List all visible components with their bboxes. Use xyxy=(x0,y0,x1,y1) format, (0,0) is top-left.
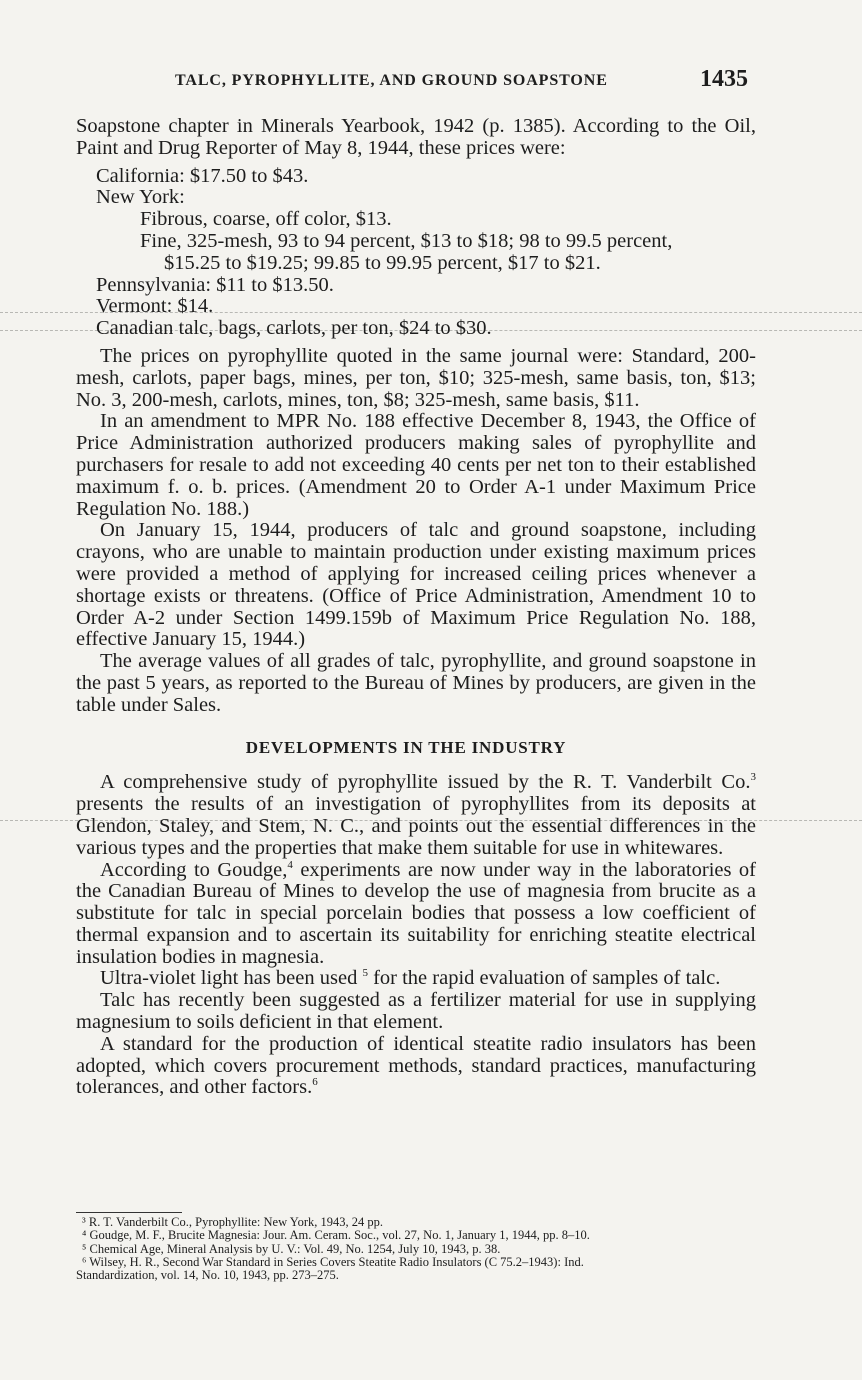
mpr-amendment-paragraph: In an amendment to MPR No. 188 effective December 8, 1943, the Office of Price Administration authorized producers making sales of pyrophyllite and purchasers for resale to add not exceeding 40 cents per net ton to their established maximum f. o. b. prices. (Amendment 20 to Order A-1 under Maximum Price Regulation No. 188.) xyxy=(76,410,756,520)
price-pennsylvania: Pennsylvania: $11 to $13.50. xyxy=(96,273,334,296)
price-list xyxy=(76,166,756,340)
section-heading: DEVELOPMENTS IN THE INDUSTRY xyxy=(245,737,567,757)
pyrophyllite-prices-paragraph: The prices on pyrophyllite quoted in the same journal were: Standard, 200-mesh, carlots, paper bags, mines, per ton, $10; 325-mesh, same basis, ton, $13; No. 3, 200-mesh, carlots, mines, ton, $8; 325-mesh, same basis, $11. xyxy=(76,344,756,411)
crayons-paragraph: On January 15, 1944, producers of talc and ground soapstone, including crayons, who are unable to maintain production under existing maximum prices were provided a method of applying for increased ceiling prices whenever a shortage exists or threatens. (Office of Price Administration, Amendment 10 to Order A-2 under Section 1499.159b of Maximum Price Regulation No. 188, effective January 15, 1944.) xyxy=(76,519,756,651)
price-fine-line-2: $15.25 to $19.25; 99.85 to 99.95 percent, $17 to $21. xyxy=(164,251,601,274)
body-text xyxy=(76,116,756,1099)
footnote-4: ⁴ Goudge, M. F., Brucite Magnesia: Jour. Am. Ceram. Soc., vol. 27, No. 1, January 1, 1944, pp. 8–10. xyxy=(82,1228,590,1243)
footnote-6: ⁶ Wilsey, H. R., Second War Standard in Series Covers Steatite Radio Insulators (C 75.2–1943): Ind. xyxy=(82,1254,584,1269)
fertilizer-paragraph: Talc has recently been suggested as a fertilizer material for use in supplying magnesium to soils deficient in that element. xyxy=(76,989,756,1034)
price-canadian: Canadian talc, bags, carlots, per ton, $24 to $30. xyxy=(96,317,492,340)
standard-paragraph: A standard for the production of identical steatite radio insulators has been adopted, which covers procurement methods, standard practices, manufacturing tolerances, and other factors.$^6$ xyxy=(76,1032,756,1099)
footnote-3: ³ R. T. Vanderbilt Co., Pyrophyllite: New York, 1943, 24 pp. xyxy=(82,1215,383,1229)
footnote-ref: 3 xyxy=(750,771,756,784)
price-fibrous: Fibrous, coarse, off color, $13. xyxy=(140,208,392,231)
vanderbilt-paragraph: A comprehensive study of pyrophyllite issued by the R. T. Vanderbilt Co.$^3$ presents the results of an investigation of pyrophyllites from its deposits at Glendon, Staley, and Stem, N. C., and points out the essential differences in the various types and the properties that make them suitable for use in whitewares. xyxy=(76,771,756,859)
footnote-6-continued: Standardization, vol. 14, No. 10, 1943, pp. 273–275. xyxy=(76,1268,339,1283)
average-values-paragraph: The average values of all grades of talc, pyrophyllite, and ground soapstone in the past 5 years, as reported to the Bureau of Mines by producers, are given in the table under Sales. xyxy=(76,650,756,716)
page-number: 1435 xyxy=(700,66,748,92)
goudge-paragraph: According to Goudge,$^4$ experiments are now under way in the laboratories of the Canadian Bureau of Mines to develop the use of magnesia from brucite as a substitute for talc in special porcelain bodies that possess a low coefficient of thermal expansion and to ascertain its suitability for enriching steatite electrical insulation bodies in magnesia. xyxy=(76,858,756,968)
footnote-ref: 4 xyxy=(287,858,293,871)
running-head xyxy=(0,66,862,98)
footnote-ref: 6 xyxy=(312,1076,318,1089)
ultraviolet-paragraph: Ultra-violet light has been used $^5$ for the rapid evaluation of samples of talc. xyxy=(100,967,721,990)
price-vermont: Vermont: $14. xyxy=(96,295,214,318)
footnotes xyxy=(76,1212,766,1282)
footnote-5: ⁵ Chemical Age, Mineral Analysis by U. V.: Vol. 49, No. 1254, July 10, 1943, p. 38. xyxy=(82,1241,501,1256)
running-title: TALC, PYROPHYLLITE, AND GROUND SOAPSTONE xyxy=(175,72,608,89)
footnote-ref: 5 xyxy=(362,967,368,980)
price-california: California: $17.50 to $43. xyxy=(96,164,309,187)
footnote-rule xyxy=(76,1212,182,1213)
prices-intro-paragraph: Soapstone chapter in Minerals Yearbook, 1942 (p. 1385). According to the Oil, Paint and Drug Reporter of May 8, 1944, these prices were: xyxy=(76,115,756,159)
price-new-york: New York: xyxy=(96,186,185,209)
price-fine-line-1: Fine, 325-mesh, 93 to 94 percent, $13 to $18; 98 to 99.5 percent, xyxy=(140,229,673,252)
